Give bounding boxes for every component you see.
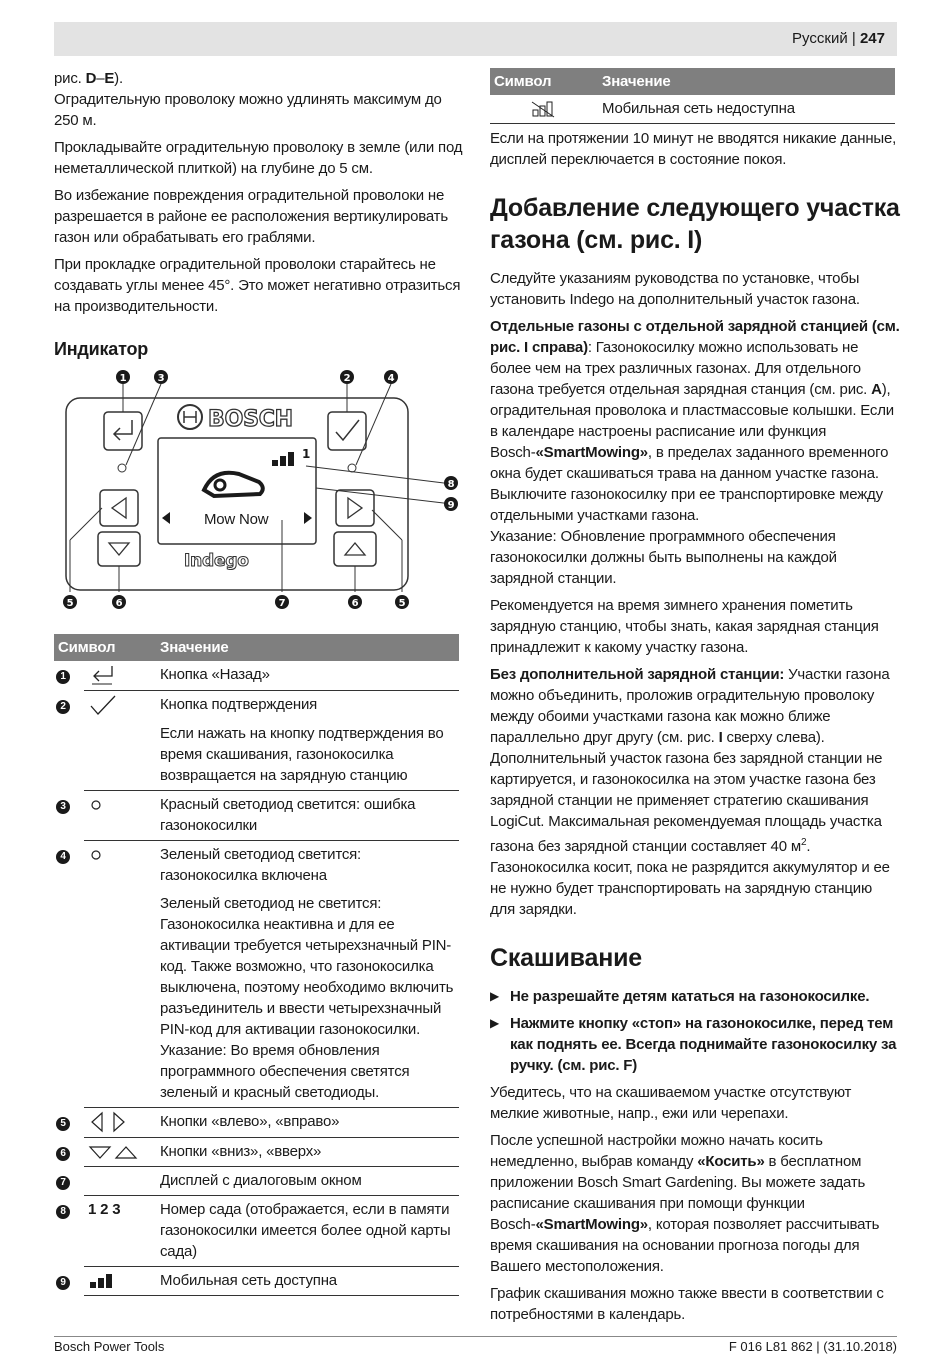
- paragraph-add-intro: Следуйте указаниям руководства по установке, чтобы установить Indego на дополнительный участок газона.: [490, 270, 860, 309]
- row-number: 2: [56, 700, 70, 714]
- row-number: 8: [56, 1205, 70, 1219]
- page-header-bar: [54, 22, 897, 56]
- col-meaning-header: Значение: [598, 68, 895, 95]
- led-icon: [88, 848, 108, 862]
- separate-lawns-text-1: : Газонокосилку можно использовать не более чем на трех различных газонах. Для отдельного газона требуется отдельная зарядная станция (см. рис.: [490, 339, 872, 399]
- table-row: [54, 1167, 459, 1196]
- red-led: [118, 464, 126, 472]
- row-meaning: Красный светодиод светится: ошибка газонокосилки: [156, 791, 459, 841]
- callout-3: [154, 370, 168, 384]
- right-button-graphic: [336, 490, 374, 526]
- callout-5-left: [63, 595, 77, 609]
- checkmark-icon: [88, 694, 118, 716]
- callout-9: [444, 497, 458, 511]
- row-meaning: Кнопка подтверждения: [160, 696, 318, 714]
- callout-7: [275, 595, 289, 609]
- right-column: [490, 68, 900, 1331]
- table-row: [54, 1138, 459, 1167]
- callout-5-right: [395, 595, 409, 609]
- no-station-text-1: Участки газона можно объединить, проложив оградительную проволоку между обоими участками газона как можно ближе параллельно друг другу (см. рис.: [490, 666, 890, 747]
- paragraph-wire-length: Оградительную проволоку можно удлинять максимум до 250 м.: [54, 91, 442, 129]
- svg-text:7: 7: [278, 598, 286, 609]
- paragraph-no-station: [490, 664, 900, 920]
- callout-6-left: [112, 595, 126, 609]
- svg-text:3: 3: [157, 373, 165, 384]
- heading-indicator: Индикатор: [54, 339, 149, 359]
- indicator-table-header: [54, 634, 459, 661]
- paragraph-wire-damage: Во избежание повреждения оградительной проволоки не разрешается в районе ее расположения вертикулировать газон или обрабатывать его граблями.: [54, 187, 448, 246]
- no-signal-icon: [529, 99, 559, 119]
- table-row: [54, 1196, 459, 1267]
- col-symbol-header: Символ: [54, 634, 156, 661]
- start-text-1: После успешной настройки можно начать косить немедленно, выбрав команду: [490, 1132, 823, 1171]
- svg-text:BOSCH: BOSCH: [208, 407, 293, 432]
- svg-text:Indego: Indego: [184, 551, 249, 571]
- bullet-stop: [490, 1013, 900, 1076]
- led-icon: [88, 798, 108, 812]
- control-panel-diagram: [54, 370, 459, 620]
- left-button-graphic: [100, 490, 138, 526]
- no-station-ref-i: I: [718, 729, 723, 747]
- signal-bars-icon: [88, 1273, 118, 1289]
- separate-lawns-smartmowing: «SmartMowing»: [535, 444, 648, 462]
- confirm-button-graphic: [328, 412, 366, 450]
- separate-lawns-ref-a: A: [871, 381, 882, 399]
- bullet-stop-text: Нажмите кнопку «стоп» на газонокосилке, перед тем как поднять ее. Всегда поднимайте газонокосилку за ручку. (см. рис. F): [510, 1015, 897, 1075]
- page-number: 247: [859, 30, 885, 47]
- paragraph-calendar: График скашивания можно также ввести в соответствии с потребностями в календарь.: [490, 1285, 884, 1324]
- footer-doc-id: F 016 L81 862 | (31.10.2018): [728, 1339, 897, 1354]
- table-row: [54, 1267, 459, 1296]
- down-button-graphic: [98, 532, 140, 566]
- svg-text:1: 1: [119, 373, 127, 384]
- paragraph-animals: Убедитесь, что на скашиваемом участке отсутствуют мелкие животные, напр., ежи или черепахи.: [490, 1084, 852, 1123]
- row-meaning: Кнопка «Назад»: [156, 661, 459, 691]
- table-row-continued: [54, 890, 459, 1108]
- table-row: [54, 691, 459, 721]
- svg-text:Mow Now: Mow Now: [204, 511, 269, 528]
- start-smartmowing: «SmartMowing»: [535, 1216, 648, 1234]
- svg-text:5: 5: [398, 598, 406, 609]
- green-led: [348, 464, 356, 472]
- svg-text:4: 4: [387, 373, 395, 384]
- up-button-graphic: [334, 532, 376, 566]
- col-meaning-header: Значение: [156, 634, 459, 661]
- network-table: [490, 68, 895, 124]
- start-text-2: в бесплатном приложении Bosch Smart Gardening. Вы можете задать расписание скашивания при помощи функции Bosch-: [490, 1153, 866, 1234]
- paragraph-update: Указание: Обновление программного обеспечения газонокосилки должны быть выполнены на каждой зарядной станции.: [490, 528, 837, 588]
- start-text-3: , которая позволяет рассчитывать время скашивания на основании прогноза погоды для Вашего местоположения.: [490, 1216, 880, 1276]
- svg-text:6: 6: [351, 598, 359, 609]
- paragraph-standby: Если на протяжении 10 минут не вводятся никакие данные, дисплей переключается в состояние покоя.: [490, 130, 897, 169]
- no-station-text-2: сверху слева). Дополнительный участок газона без зарядной станции не картируется, и газонокосилка на этом участке газона без зарядной станции не применяет стратегию скашивания LogiCut. Максимальная рекомендуемая площадь участка газона без зарядной станции составляет 40 м: [490, 729, 883, 856]
- footer-brand: Bosch Power Tools: [54, 1339, 165, 1354]
- row-meaning-extra: Если нажать на кнопку подтверждения во время скашивания, газонокосилка возвращается на зарядную станцию: [156, 720, 459, 791]
- back-button-graphic: [104, 412, 142, 450]
- header-separator: |: [851, 30, 856, 47]
- intro-fragment: [54, 68, 464, 89]
- no-station-sup: 2: [800, 837, 807, 849]
- svg-text:8: 8: [447, 479, 455, 490]
- no-station-bold: Без дополнительной зарядной станции:: [490, 666, 785, 684]
- paragraph-start: [490, 1130, 900, 1277]
- back-arrow-icon: [88, 664, 118, 686]
- table-row: [490, 95, 895, 124]
- bullet-arrow-icon: ▶: [490, 1016, 500, 1031]
- separate-lawns-text-3: , в пределах заданного временного окна будет скашиваться трава на данном участке газона.: [490, 444, 889, 483]
- separate-lawns-text-2: ), оградительная проволока и пластмассовые колышки. Если в календаре настроены расписание или функция Bosch-: [490, 381, 894, 462]
- footer-divider: [54, 1336, 897, 1337]
- paragraph-separate-lawns: [490, 316, 900, 484]
- table-row: [54, 841, 459, 891]
- row-number: 9: [56, 1276, 70, 1290]
- intro-bold-d: D: [85, 70, 97, 87]
- indicator-table: [54, 634, 459, 1296]
- row-meaning: Зеленый светодиод светится: газонокосилка включена: [160, 846, 362, 885]
- row-meaning: Дисплей с диалоговым окном: [156, 1167, 459, 1196]
- table-row: [54, 661, 459, 691]
- down-up-icon: [88, 1143, 142, 1161]
- svg-text:6: 6: [115, 598, 123, 609]
- bosch-logo: [178, 405, 293, 432]
- paragraph-transport: Выключите газонокосилку при ее транспортировке между отдельными участками газона.: [490, 486, 883, 525]
- callout-4: [384, 370, 398, 384]
- heading-add-lawn: Добавление следующего участка газона (см. рис. I): [490, 194, 900, 255]
- no-station-text-3: . Газонокосилка косит, пока не разрядится аккумулятор и ее не нужно будет транспортировать на зарядную станцию для зарядки.: [490, 838, 890, 919]
- svg-text:5: 5: [66, 598, 74, 609]
- svg-text:9: 9: [447, 500, 455, 511]
- callout-8: [444, 476, 458, 490]
- table-row: [54, 791, 459, 841]
- display-graphic: [158, 438, 316, 571]
- garden-number-symbol: 1 2 3: [88, 1201, 121, 1219]
- table-row-continued: [54, 720, 459, 791]
- row-number: 7: [56, 1176, 70, 1190]
- separate-lawns-bold: Отдельные газоны с отдельной зарядной станцией (см. рис. I справа): [490, 318, 900, 357]
- row-meaning: Кнопки «вниз», «вверх»: [156, 1138, 459, 1167]
- start-mow-command: «Косить»: [697, 1153, 765, 1171]
- heading-mowing: Скашивание: [490, 944, 642, 973]
- bullet-children-text: Не разрешайте детям кататься на газонокосилке.: [510, 988, 870, 1006]
- header-language: Русский: [792, 30, 848, 47]
- row-meaning-extra: Зеленый светодиод не светится: Газонокосилка неактивна и для ее активации требуется четырехзначный PIN-код. Также возможно, что газонокосилка выключена, поэтому необходимо включить разъединитель и ввести четырехзначный PIN-код для активации газонокосилки. Указание: Во время обновления программного обеспечения светятся зеленый и красный светодиоды.: [156, 890, 459, 1108]
- row-number: 3: [56, 800, 70, 814]
- row-number: 5: [56, 1117, 70, 1131]
- svg-text:2: 2: [343, 373, 351, 384]
- intro-suffix: ).: [114, 70, 123, 87]
- paragraph-wire-depth: Прокладывайте оградительную проволоку в земле (или под неметаллической плиткой) на глубине до 5 см.: [54, 139, 463, 177]
- row-meaning: Кнопки «влево», «вправо»: [156, 1108, 459, 1138]
- intro-bold-e: E: [104, 70, 115, 87]
- col-symbol-header: Символ: [490, 68, 598, 95]
- page-header-text: [792, 30, 885, 47]
- left-right-icon: [88, 1111, 132, 1133]
- row-number: 6: [56, 1147, 70, 1161]
- callout-1: [116, 370, 130, 384]
- row-meaning: Мобильная сеть недоступна: [598, 95, 895, 124]
- bullet-arrow-icon: ▶: [490, 989, 500, 1004]
- intro-prefix: рис.: [54, 70, 86, 87]
- left-column: [54, 68, 464, 1296]
- table-row: [54, 1108, 459, 1138]
- row-meaning: Мобильная сеть доступна: [156, 1267, 459, 1296]
- intro-dash: –: [96, 70, 105, 87]
- svg-text:1: 1: [302, 447, 311, 461]
- network-table-header: [490, 68, 895, 95]
- callout-6-right: [348, 595, 362, 609]
- row-number: 1: [56, 670, 70, 684]
- bullet-children: [490, 986, 900, 1007]
- paragraph-wire-angles: При прокладке оградительной проволоки старайтесь не создавать углы менее 45°. Это может негативно отразиться на производительности.: [54, 256, 461, 315]
- row-number: 4: [56, 850, 70, 864]
- callout-2: [340, 370, 354, 384]
- row-meaning: Номер сада (отображается, если в памяти газонокосилки имеется более одной карты сада): [156, 1196, 459, 1267]
- paragraph-winter: Рекомендуется на время зимнего хранения пометить зарядную станцию, чтобы знать, какая зарядная станция принадлежит к какому участку газона.: [490, 597, 879, 657]
